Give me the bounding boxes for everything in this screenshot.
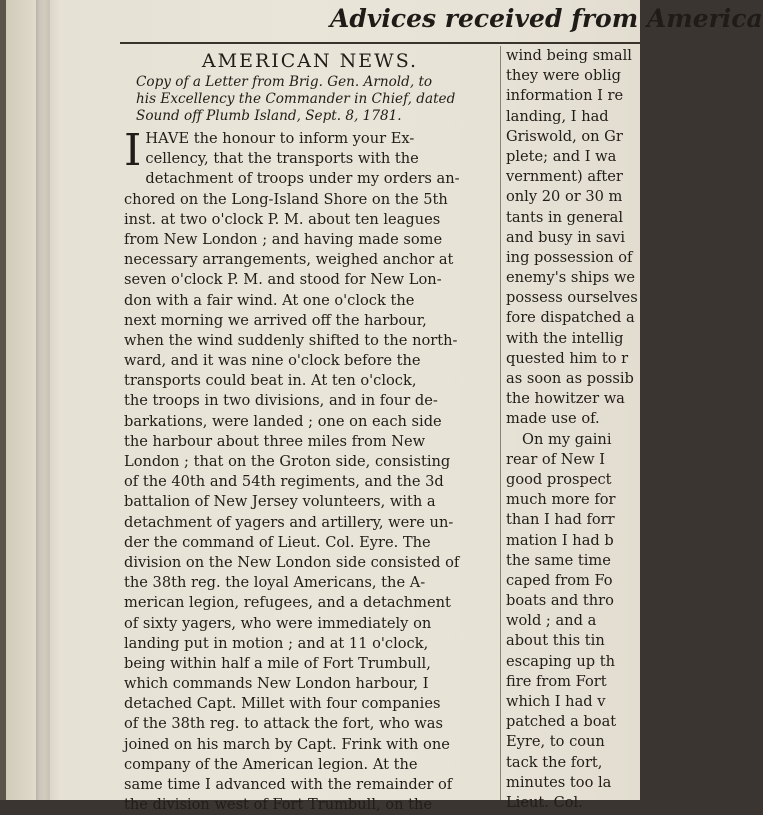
text-line: der the command of Lieut. Col. Eyre. The	[124, 533, 431, 551]
text-line: wold ; and a	[506, 612, 597, 630]
text-line: detached Capt. Millet with four companies	[124, 695, 441, 713]
text-line: cellency, that the transports with the	[145, 150, 419, 168]
text-line: company of the American legion. At the	[124, 755, 418, 773]
text-line: inst. at two o'clock P. M. about ten leagues	[124, 210, 441, 228]
text-line: the harbour about three miles from New	[124, 432, 426, 450]
page-fold-shadow	[36, 0, 50, 800]
running-head: Advices received from America	[330, 4, 763, 33]
text-line: detachment of yagers and artillery, were un-	[124, 513, 454, 531]
text-line: Eyre, to coun	[506, 733, 605, 751]
text-line: they were oblig	[506, 67, 621, 85]
text-line: patched a boat	[506, 713, 617, 731]
header-rule	[120, 42, 640, 44]
letter-subheading	[124, 74, 496, 125]
text-line: ward, and it was nine o'clock before the	[124, 352, 421, 370]
text-line: merican legion, refugees, and a detachment	[124, 594, 451, 612]
text-line: the howitzer wa	[506, 390, 625, 408]
text-line: possess ourselves	[506, 289, 638, 307]
text-line: vernment) after	[506, 168, 623, 186]
subheading-line: Copy of a Letter from Brig. Gen. Arnold, to	[136, 74, 433, 90]
page-edge	[0, 0, 6, 800]
text-line: fore dispatched a	[506, 309, 635, 327]
text-line: and busy in savi	[506, 228, 626, 246]
text-line: about this tin	[506, 632, 605, 650]
text-line: division on the New London side consisted of	[124, 553, 460, 571]
text-line: of sixty yagers, who were immediately on	[124, 614, 432, 632]
text-line: Griswold, on Gr	[506, 127, 623, 145]
text-line: only 20 or 30 m	[506, 188, 623, 206]
text-line: being within half a mile of Fort Trumbull,	[124, 654, 431, 672]
text-line: minutes too la	[506, 773, 612, 791]
text-line: wind being small	[506, 47, 632, 64]
column-separator	[500, 46, 501, 800]
text-line: as soon as possib	[506, 370, 634, 387]
text-line: next morning we arrived off the harbour,	[124, 311, 427, 329]
text-line: battalion of New Jersey volunteers, with a	[124, 493, 436, 511]
drop-cap: I	[124, 125, 142, 176]
text-line: when the wind suddenly shifted to the north-	[124, 331, 458, 349]
text-line: enemy's ships we	[506, 269, 636, 287]
text-line: HAVE the honour to inform your Ex-	[145, 130, 415, 147]
text-line: tants in general	[506, 208, 624, 226]
section-title: AMERICAN NEWS.	[201, 50, 419, 72]
subheading-line: his Excellency the Commander in Chief, dated	[136, 91, 456, 107]
text-line: good prospect	[506, 470, 612, 488]
text-line: same time I advanced with the remainder of	[124, 776, 453, 793]
text-line: information I re	[506, 87, 624, 105]
text-line: mation I had b	[506, 531, 614, 549]
text-line: the division west of Fort Trumbull, on the	[124, 796, 433, 814]
right-column	[506, 46, 640, 811]
text-line: which commands New London harbour, I	[124, 675, 429, 693]
text-line: boats and thro	[506, 592, 614, 610]
text-line: necessary arrangements, weighed anchor at	[124, 251, 454, 269]
text-line: plete; and I wa	[506, 147, 617, 165]
text-line: rear of New I	[506, 450, 606, 468]
text-line: transports could beat in. At ten o'clock,	[124, 372, 417, 390]
text-line: with the intellig	[506, 329, 624, 347]
text-line: caped from Fo	[506, 571, 613, 589]
letter-body	[124, 125, 496, 815]
text-line: seven o'clock P. M. and stood for New Lon-	[124, 271, 442, 289]
text-line: of the 40th and 54th regiments, and the 3d	[124, 473, 444, 491]
text-line: London ; that on the Groton side, consisting	[124, 453, 451, 470]
text-line: fire from Fort	[506, 672, 607, 690]
text-line: joined on his march by Capt. Frink with one	[124, 735, 450, 753]
text-line: much more for	[506, 491, 616, 509]
text-line: ing possession of	[506, 248, 633, 266]
text-line: chored on the Long-Island Shore on the 5th	[124, 190, 448, 208]
text-line: which I had v	[506, 693, 606, 710]
text-line: tack the fort,	[506, 753, 603, 771]
text-line: of the 38th reg. to attack the fort, who was	[124, 715, 443, 733]
text-line: from New London ; and having made some	[124, 230, 443, 248]
text-line: than I had forr	[506, 511, 615, 529]
text-line: barkations, were landed ; one on each side	[124, 412, 442, 430]
text-line: Lieut. Col.	[506, 793, 583, 811]
text-line: On my gaini	[522, 430, 612, 448]
text-line: detachment of troops under my orders an-	[145, 170, 460, 188]
text-line: landing, I had	[506, 107, 609, 125]
text-line: the 38th reg. the loyal Americans, the A-	[124, 574, 426, 592]
text-line: the troops in two divisions, and in four de-	[124, 392, 438, 410]
text-line: landing put in motion ; and at 11 o'clock,	[124, 634, 429, 652]
text-line: don with a fair wind. At one o'clock the	[124, 291, 415, 309]
main-column	[124, 46, 496, 814]
text-line: quested him to r	[506, 349, 629, 367]
subheading-line: Sound off Plumb Island, Sept. 8, 1781.	[136, 108, 402, 124]
text-line: made use of.	[506, 410, 600, 428]
text-line: escaping up th	[506, 652, 616, 670]
text-line: the same time	[506, 551, 611, 569]
